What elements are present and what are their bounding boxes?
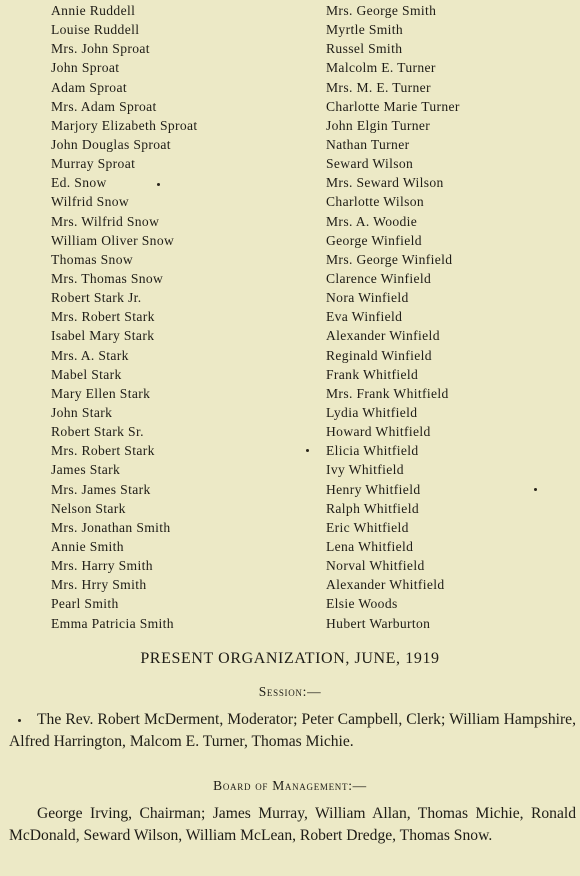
member-name: Mrs. John Sproat bbox=[51, 41, 150, 57]
member-name: Mrs. George Winfield bbox=[326, 251, 453, 267]
section-heading: PRESENT ORGANIZATION, JUNE, 1919 bbox=[140, 650, 440, 667]
member-name: Norval Whitfield bbox=[326, 558, 425, 574]
member-list-left bbox=[51, 1, 198, 633]
member-name-columns bbox=[0, 1, 580, 633]
member-name: Isabel Mary Stark bbox=[51, 328, 155, 344]
member-name: Mrs. A. Stark bbox=[51, 347, 129, 363]
member-name: Mrs. Robert Stark bbox=[51, 309, 155, 325]
member-name: Mrs. James Stark bbox=[51, 481, 151, 497]
member-name: Howard Whitfield bbox=[326, 424, 431, 440]
member-name: Mrs. A. Woodie bbox=[326, 213, 418, 229]
member-name: Louise Ruddell bbox=[51, 22, 140, 38]
member-name: Mrs. Frank Whitfield bbox=[326, 385, 449, 401]
print-speck bbox=[534, 488, 537, 491]
member-name: Mrs. Robert Stark bbox=[51, 443, 155, 459]
member-name: William Oliver Snow bbox=[51, 232, 175, 248]
member-name: George Winfield bbox=[326, 232, 422, 248]
member-name: Thomas Snow bbox=[51, 251, 134, 267]
member-name: John Stark bbox=[51, 404, 113, 420]
member-name: Mrs. Jonathan Smith bbox=[51, 519, 171, 535]
member-name: Reginald Winfield bbox=[326, 347, 432, 363]
member-name: Pearl Smith bbox=[51, 596, 119, 612]
member-name: Frank Whitfield bbox=[326, 366, 419, 382]
session-members-paragraph: The Rev. Robert McDerment, Moderator; Peter Campbell, Clerk; William Hampshire, Alfred Harrington, Malcom E. Turner, Thomas Michie. bbox=[9, 711, 576, 750]
member-name: Lena Whitfield bbox=[326, 538, 414, 554]
member-name: Myrtle Smith bbox=[326, 22, 404, 38]
member-name: Emma Patricia Smith bbox=[51, 615, 174, 631]
member-name: Mrs. Seward Wilson bbox=[326, 175, 444, 191]
member-name: Clarence Winfield bbox=[326, 270, 432, 286]
member-name: Elicia Whitfield bbox=[326, 443, 419, 459]
member-name: Annie Smith bbox=[51, 538, 124, 554]
member-name: Mrs. Adam Sproat bbox=[51, 98, 157, 114]
member-name: Murray Sproat bbox=[51, 156, 136, 172]
member-name: Adam Sproat bbox=[51, 79, 127, 95]
member-name: Charlotte Wilson bbox=[326, 194, 425, 210]
member-name: Mrs. Wilfrid Snow bbox=[51, 213, 160, 229]
member-name: Seward Wilson bbox=[326, 156, 414, 172]
member-list-right bbox=[326, 1, 460, 633]
print-speck bbox=[306, 449, 309, 452]
member-name: Hubert Warburton bbox=[326, 615, 431, 631]
member-name: Mary Ellen Stark bbox=[51, 385, 151, 401]
member-name: Ed. Snow bbox=[51, 175, 107, 191]
member-name: Alexander Winfield bbox=[326, 328, 440, 344]
member-name: Marjory Elizabeth Sproat bbox=[51, 117, 198, 133]
member-name: Mabel Stark bbox=[51, 366, 122, 382]
member-name: Mrs. Hrry Smith bbox=[51, 577, 147, 593]
member-name: Malcolm E. Turner bbox=[326, 60, 436, 76]
member-name: Ralph Whitfield bbox=[326, 500, 419, 516]
member-name: Nathan Turner bbox=[326, 136, 410, 152]
member-name: Ivy Whitfield bbox=[326, 462, 404, 478]
member-name: Nora Winfield bbox=[326, 290, 409, 306]
member-name: Eva Winfield bbox=[326, 309, 403, 325]
member-name: Charlotte Marie Turner bbox=[326, 98, 460, 114]
member-name: John Sproat bbox=[51, 60, 120, 76]
member-name: Mrs. Thomas Snow bbox=[51, 270, 164, 286]
print-speck bbox=[157, 183, 160, 186]
member-name: Robert Stark Sr. bbox=[51, 424, 144, 440]
member-name: Wilfrid Snow bbox=[51, 194, 130, 210]
board-of-management-heading: Board of Management:— bbox=[213, 778, 367, 793]
member-name: Elsie Woods bbox=[326, 596, 398, 612]
member-name: Henry Whitfield bbox=[326, 481, 421, 497]
member-name: Mrs. Harry Smith bbox=[51, 558, 153, 574]
member-name: John Douglas Sproat bbox=[51, 136, 171, 152]
member-name: John Elgin Turner bbox=[326, 117, 431, 133]
member-name: Russel Smith bbox=[326, 41, 403, 57]
member-name: Nelson Stark bbox=[51, 500, 126, 516]
member-name: Alexander Whitfield bbox=[326, 577, 445, 593]
member-name: Eric Whitfield bbox=[326, 519, 409, 535]
session-heading: Session:— bbox=[258, 684, 322, 699]
member-name: Lydia Whitfield bbox=[326, 404, 418, 420]
member-name: Robert Stark Jr. bbox=[51, 290, 142, 306]
board-members-paragraph: George Irving, Chairman; James Murray, William Allan, Thomas Michie, Ronald McDonald, Seward Wilson, William McLean, Robert Dredge, Thomas Snow. bbox=[9, 805, 576, 844]
member-name: James Stark bbox=[51, 462, 121, 478]
member-name: Annie Ruddell bbox=[51, 3, 136, 18]
member-name: Mrs. M. E. Turner bbox=[326, 79, 431, 95]
member-name: Mrs. George Smith bbox=[326, 3, 437, 18]
